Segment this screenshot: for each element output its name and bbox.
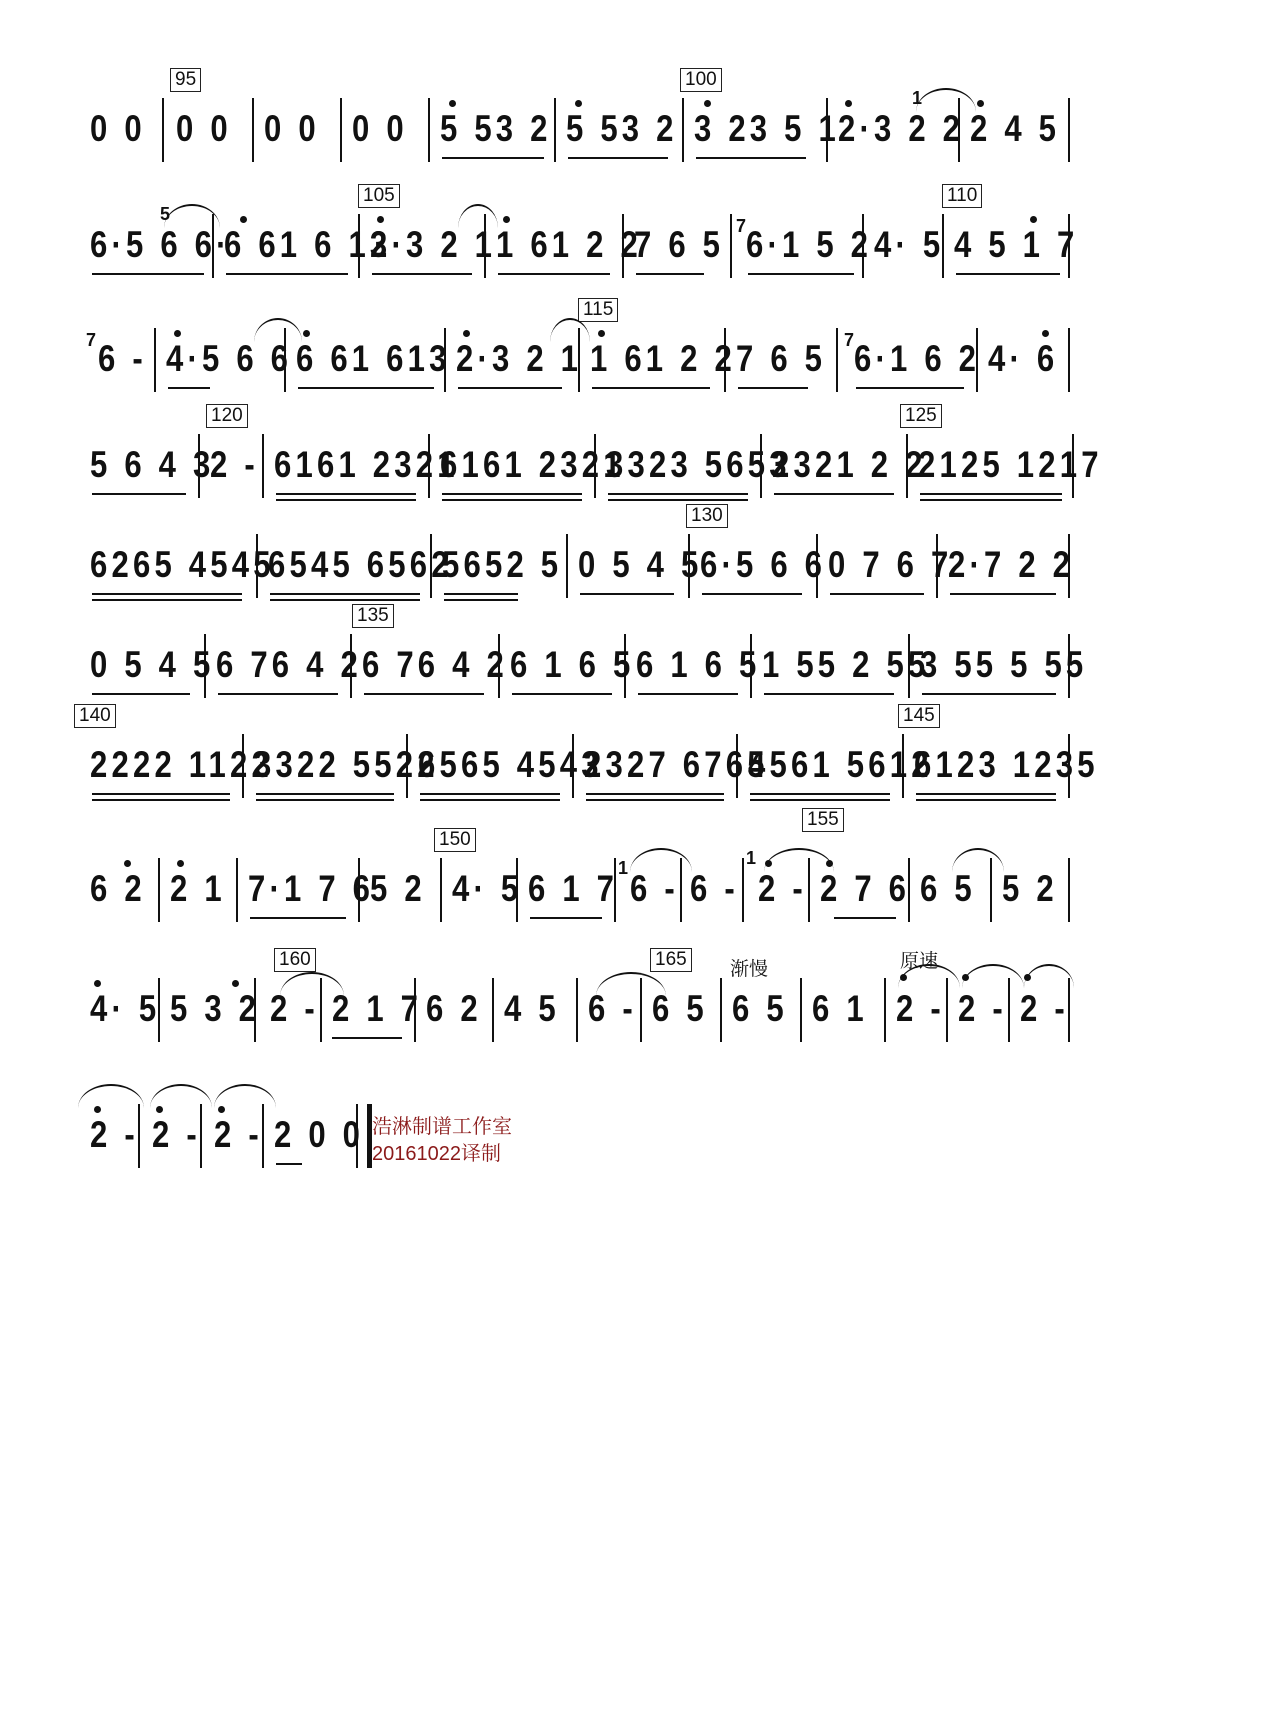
- measure: 6265 4545: [90, 544, 275, 585]
- system-4: [90, 406, 1180, 516]
- underline: [92, 793, 230, 795]
- measure-number: 95: [170, 68, 201, 92]
- underline: [748, 273, 854, 275]
- measure-number: 100: [680, 68, 722, 92]
- barline: [252, 98, 254, 162]
- measure-number: 125: [900, 404, 942, 428]
- measure: 0 5 4 5: [90, 644, 215, 685]
- slur: [254, 318, 302, 342]
- system-3: [86, 299, 1180, 410]
- underline: [586, 793, 724, 795]
- barline: [720, 978, 722, 1042]
- underline: [458, 387, 562, 389]
- measure: 4· 6: [988, 338, 1059, 379]
- barline: [138, 1104, 140, 1168]
- underline: [608, 499, 748, 501]
- barline: [936, 534, 938, 598]
- measure: 6 -: [588, 988, 637, 1029]
- measure: 0 0: [352, 108, 408, 149]
- underline: [696, 157, 806, 159]
- barline: [742, 858, 744, 922]
- barline: [826, 98, 828, 162]
- measure: 4·5 6 6: [166, 338, 293, 379]
- underline: [270, 593, 420, 595]
- tempo-mark-original: 原速: [900, 951, 939, 972]
- system-8: [90, 809, 1180, 940]
- barline: [406, 734, 408, 798]
- underline: [226, 273, 348, 275]
- studio-credit: [372, 1114, 512, 1168]
- grace-note: 7: [86, 330, 97, 350]
- measure: 5 3 2: [170, 988, 261, 1029]
- measure: 6 76 4 2: [216, 644, 362, 685]
- octave-dot: [1030, 216, 1037, 223]
- underline: [332, 1037, 402, 1039]
- system-5: [90, 506, 1180, 616]
- studio-date: 20161022译制: [372, 1143, 501, 1165]
- barline: [906, 434, 908, 498]
- underline: [750, 793, 890, 795]
- measure: 2·7 2 2: [948, 544, 1075, 585]
- measure-number: 115: [578, 298, 618, 322]
- barline: [340, 98, 342, 162]
- barline: [1068, 858, 1070, 922]
- underline: [420, 793, 560, 795]
- measure-number: 130: [686, 504, 728, 528]
- underline: [856, 387, 964, 389]
- octave-dot: [765, 860, 772, 867]
- underline: [92, 273, 204, 275]
- barline: [262, 1104, 264, 1168]
- measure: 2·3 2 1: [370, 224, 497, 265]
- barline: [430, 534, 432, 598]
- barline: [358, 214, 360, 278]
- slur: [962, 964, 1024, 988]
- measure-number: 160: [274, 948, 316, 972]
- barline: [816, 534, 818, 598]
- measure-number: 110: [942, 184, 982, 208]
- underline: [298, 387, 434, 389]
- barline: [516, 858, 518, 922]
- measure: 6545 6562: [268, 544, 453, 585]
- measure: 2 -: [210, 444, 259, 485]
- studio-name: 浩淋制谱工作室: [372, 1116, 512, 1138]
- barline: [624, 634, 626, 698]
- underline: [276, 499, 416, 501]
- barline: [760, 434, 762, 498]
- underline: [420, 799, 560, 801]
- measure: 6 2: [90, 868, 146, 909]
- measure: 6·1 5 2: [746, 224, 873, 265]
- barline: [492, 978, 494, 1042]
- octave-dot: [177, 860, 184, 867]
- measure-number: 135: [352, 604, 394, 628]
- underline: [592, 387, 710, 389]
- underline: [276, 1163, 302, 1165]
- underline: [956, 273, 1060, 275]
- barline: [640, 978, 642, 1042]
- underline: [498, 273, 610, 275]
- barline: [750, 634, 752, 698]
- underline: [92, 599, 242, 601]
- octave-dot: [240, 216, 247, 223]
- barline: [724, 328, 726, 392]
- barline: [428, 98, 430, 162]
- measure-number: 145: [898, 704, 940, 728]
- underline: [512, 693, 612, 695]
- barline: [162, 98, 164, 162]
- underline: [442, 499, 582, 501]
- octave-dot: [218, 1106, 225, 1113]
- measure: 2327 6765: [584, 744, 769, 785]
- measure: 2 0 0: [274, 1114, 365, 1155]
- barline: [1068, 214, 1070, 278]
- measure: 2125 1217: [918, 444, 1103, 485]
- measure: 4· 5: [874, 224, 945, 265]
- measure-number: 155: [802, 808, 844, 832]
- barline: [1068, 734, 1070, 798]
- barline: [578, 328, 580, 392]
- underline: [568, 157, 668, 159]
- underline: [364, 693, 484, 695]
- measure: 6565 4543: [418, 744, 603, 785]
- grace-note: 7: [736, 216, 747, 236]
- measure: 6 1 7: [528, 868, 619, 909]
- measure: 4561 5612: [748, 744, 933, 785]
- measure: 2 1: [170, 868, 226, 909]
- barline: [836, 328, 838, 392]
- measure: 2 -: [90, 1114, 139, 1155]
- measure: 6·5 6 6: [700, 544, 827, 585]
- underline: [764, 693, 894, 695]
- measure-number: 120: [206, 404, 248, 428]
- underline: [256, 793, 394, 795]
- barline: [800, 978, 802, 1042]
- measure: 4· 5: [452, 868, 523, 909]
- measure: 6 -: [630, 868, 679, 909]
- measure: 1 55 2 55: [762, 644, 930, 685]
- barline: [1068, 634, 1070, 698]
- octave-dot: [174, 330, 181, 337]
- measure: 2 -: [758, 868, 807, 909]
- measure: 6161 2321: [440, 444, 625, 485]
- measure-number: 165: [650, 948, 692, 972]
- underline: [702, 593, 802, 595]
- measure: 0 0: [264, 108, 320, 149]
- measure: 4 5 1 7: [954, 224, 1079, 265]
- barline: [908, 634, 910, 698]
- octave-dot: [900, 974, 907, 981]
- grace-note: 1: [618, 858, 629, 878]
- barline: [884, 978, 886, 1042]
- barline: [1008, 978, 1010, 1042]
- measure: 6 5: [732, 988, 788, 1029]
- underline: [530, 917, 602, 919]
- barline: [320, 978, 322, 1042]
- octave-dot: [962, 974, 969, 981]
- barline: [902, 734, 904, 798]
- system-7: [79, 705, 1180, 816]
- barline: [680, 858, 682, 922]
- measure: 7 6 5: [736, 338, 827, 379]
- slur: [214, 1084, 276, 1108]
- octave-dot: [94, 980, 101, 987]
- underline: [916, 799, 1056, 801]
- slur: [916, 88, 976, 112]
- octave-dot: [1042, 330, 1049, 337]
- underline: [638, 693, 738, 695]
- grace-note: 1: [746, 848, 757, 868]
- barline: [242, 734, 244, 798]
- grace-note: 7: [844, 330, 855, 350]
- measure: 6 1 6 5: [636, 644, 761, 685]
- underline: [738, 387, 808, 389]
- measure: 2 -: [152, 1114, 201, 1155]
- system-2: [90, 186, 1180, 296]
- barline: [1068, 534, 1070, 598]
- underline: [834, 917, 896, 919]
- octave-dot: [575, 100, 582, 107]
- barline: [254, 978, 256, 1042]
- barline: [204, 634, 206, 698]
- grace-note: 1: [912, 88, 923, 108]
- measure: 6 61 6 13: [224, 224, 392, 265]
- measure: 5 6 4 3: [90, 444, 215, 485]
- measure: 2 4 5: [970, 108, 1061, 149]
- barline: [256, 534, 258, 598]
- underline: [92, 693, 190, 695]
- barline: [154, 328, 156, 392]
- underline: [922, 693, 1056, 695]
- barline: [908, 858, 910, 922]
- underline: [830, 593, 924, 595]
- underline: [92, 799, 230, 801]
- barline: [498, 634, 500, 698]
- octave-dot: [1024, 974, 1031, 981]
- measure: 6123 1235: [914, 744, 1099, 785]
- barline: [1068, 978, 1070, 1042]
- barline: [198, 434, 200, 498]
- measure: 5652 5: [442, 544, 563, 585]
- underline: [750, 799, 890, 801]
- underline: [92, 593, 242, 595]
- barline: [158, 978, 160, 1042]
- barline: [350, 634, 352, 698]
- measure: 0 5 4 5: [578, 544, 703, 585]
- measure: 6 1 6 5: [510, 644, 635, 685]
- barline: [236, 858, 238, 922]
- measure: 6161 2321: [274, 444, 459, 485]
- barline: [440, 858, 442, 922]
- measure-number: 105: [358, 184, 400, 208]
- measure: 5 2: [370, 868, 426, 909]
- measure: 2 7 6: [820, 868, 911, 909]
- system-6: [90, 606, 1180, 716]
- octave-dot: [94, 1106, 101, 1113]
- barline: [1068, 328, 1070, 392]
- barline: [358, 858, 360, 922]
- underline: [92, 493, 186, 495]
- measure: 2 -: [214, 1114, 263, 1155]
- measure: 6 -: [690, 868, 739, 909]
- measure: 7 6 5: [634, 224, 725, 265]
- system-1: [90, 70, 1180, 180]
- underline: [444, 593, 518, 595]
- measure: 6 2: [426, 988, 482, 1029]
- slur: [952, 848, 1004, 872]
- underline: [168, 387, 210, 389]
- barline: [484, 214, 486, 278]
- octave-dot: [124, 860, 131, 867]
- tempo-mark-slowing: 渐慢: [730, 959, 769, 980]
- barline: [414, 978, 416, 1042]
- octave-dot: [704, 100, 711, 107]
- underline: [636, 273, 704, 275]
- system-10: [90, 1076, 1180, 1186]
- barline: [554, 98, 556, 162]
- barline: [622, 214, 624, 278]
- slur: [150, 1084, 212, 1108]
- underline: [372, 273, 472, 275]
- final-barline: [356, 1104, 372, 1168]
- barline: [942, 214, 944, 278]
- measure: 6·5 6 6·: [90, 224, 231, 265]
- barline: [200, 1104, 202, 1168]
- measure: 3322 5522: [254, 744, 439, 785]
- measure: 6 -: [98, 338, 147, 379]
- octave-dot: [826, 860, 833, 867]
- barline: [958, 98, 960, 162]
- underline: [920, 493, 1062, 495]
- measure: 6 5: [652, 988, 708, 1029]
- measure: 4 5: [504, 988, 560, 1029]
- measure: 3 55 5 55: [920, 644, 1088, 685]
- underline: [442, 493, 582, 495]
- measure: 0 7 6 7: [828, 544, 953, 585]
- measure: 1 61 2 2: [590, 338, 736, 379]
- slur: [458, 204, 498, 228]
- octave-dot: [503, 216, 510, 223]
- barline: [730, 214, 732, 278]
- barline: [444, 328, 446, 392]
- measure: 2 -: [270, 988, 319, 1029]
- measure: 4· 5: [90, 988, 161, 1029]
- underline: [444, 599, 518, 601]
- underline: [580, 593, 674, 595]
- barline: [946, 978, 948, 1042]
- measure-number: 140: [74, 704, 116, 728]
- slur: [78, 1084, 144, 1108]
- barline: [212, 214, 214, 278]
- barline: [158, 858, 160, 922]
- octave-dot: [977, 100, 984, 107]
- underline: [276, 493, 416, 495]
- octave-dot: [598, 330, 605, 337]
- barline: [1068, 98, 1070, 162]
- system-9: [90, 950, 1180, 1060]
- octave-dot: [449, 100, 456, 107]
- octave-dot: [232, 980, 239, 987]
- octave-dot: [303, 330, 310, 337]
- measure: 6 1: [812, 988, 868, 1029]
- underline: [950, 593, 1056, 595]
- barline: [428, 434, 430, 498]
- measure: 6 76 4 2: [362, 644, 508, 685]
- barline: [284, 328, 286, 392]
- measure: 6 5: [920, 868, 976, 909]
- measure: 2222 1122: [90, 744, 274, 785]
- barline: [594, 434, 596, 498]
- underline: [774, 493, 894, 495]
- measure: 2 -: [958, 988, 1007, 1029]
- measure: 6·1 6 2: [854, 338, 981, 379]
- barline: [862, 214, 864, 278]
- barline: [990, 858, 992, 922]
- grace-note: 5: [160, 204, 171, 224]
- measure: 5 2: [1002, 868, 1058, 909]
- measure: 3323 5653: [606, 444, 791, 485]
- barline: [976, 328, 978, 392]
- octave-dot: [463, 330, 470, 337]
- measure: 7·1 7 6: [248, 868, 375, 909]
- underline: [920, 499, 1062, 501]
- barline: [566, 534, 568, 598]
- underline: [586, 799, 724, 801]
- barline: [572, 734, 574, 798]
- measure: 2 -: [1020, 988, 1069, 1029]
- octave-dot: [377, 216, 384, 223]
- measure-number: 150: [434, 828, 476, 852]
- barline: [262, 434, 264, 498]
- octave-dot: [845, 100, 852, 107]
- barline: [688, 534, 690, 598]
- measure: 6 61 613: [296, 338, 451, 379]
- underline: [218, 693, 338, 695]
- barline: [614, 858, 616, 922]
- octave-dot: [156, 1106, 163, 1113]
- barline: [576, 978, 578, 1042]
- measure: 5 53 2: [566, 108, 678, 149]
- underline: [250, 917, 346, 919]
- underline: [608, 493, 748, 495]
- underline: [270, 599, 420, 601]
- underline: [256, 799, 394, 801]
- underline: [442, 157, 544, 159]
- underline: [916, 793, 1056, 795]
- measure: 5 53 2: [440, 108, 552, 149]
- barline: [736, 734, 738, 798]
- slur: [1024, 964, 1074, 988]
- measure: 1 61 2 2: [496, 224, 642, 265]
- measure: 2 1 7: [332, 988, 423, 1029]
- measure: 2·3 2 1: [456, 338, 583, 379]
- measure: 2321 2 2: [772, 444, 927, 485]
- barline: [1072, 434, 1074, 498]
- measure: 3 23 5 1: [694, 108, 840, 149]
- measure: 2 -: [896, 988, 945, 1029]
- measure: 2·3 2 2: [838, 108, 965, 149]
- barline: [682, 98, 684, 162]
- measure: 0 0: [176, 108, 232, 149]
- measure: 0 0: [90, 108, 146, 149]
- barline: [808, 858, 810, 922]
